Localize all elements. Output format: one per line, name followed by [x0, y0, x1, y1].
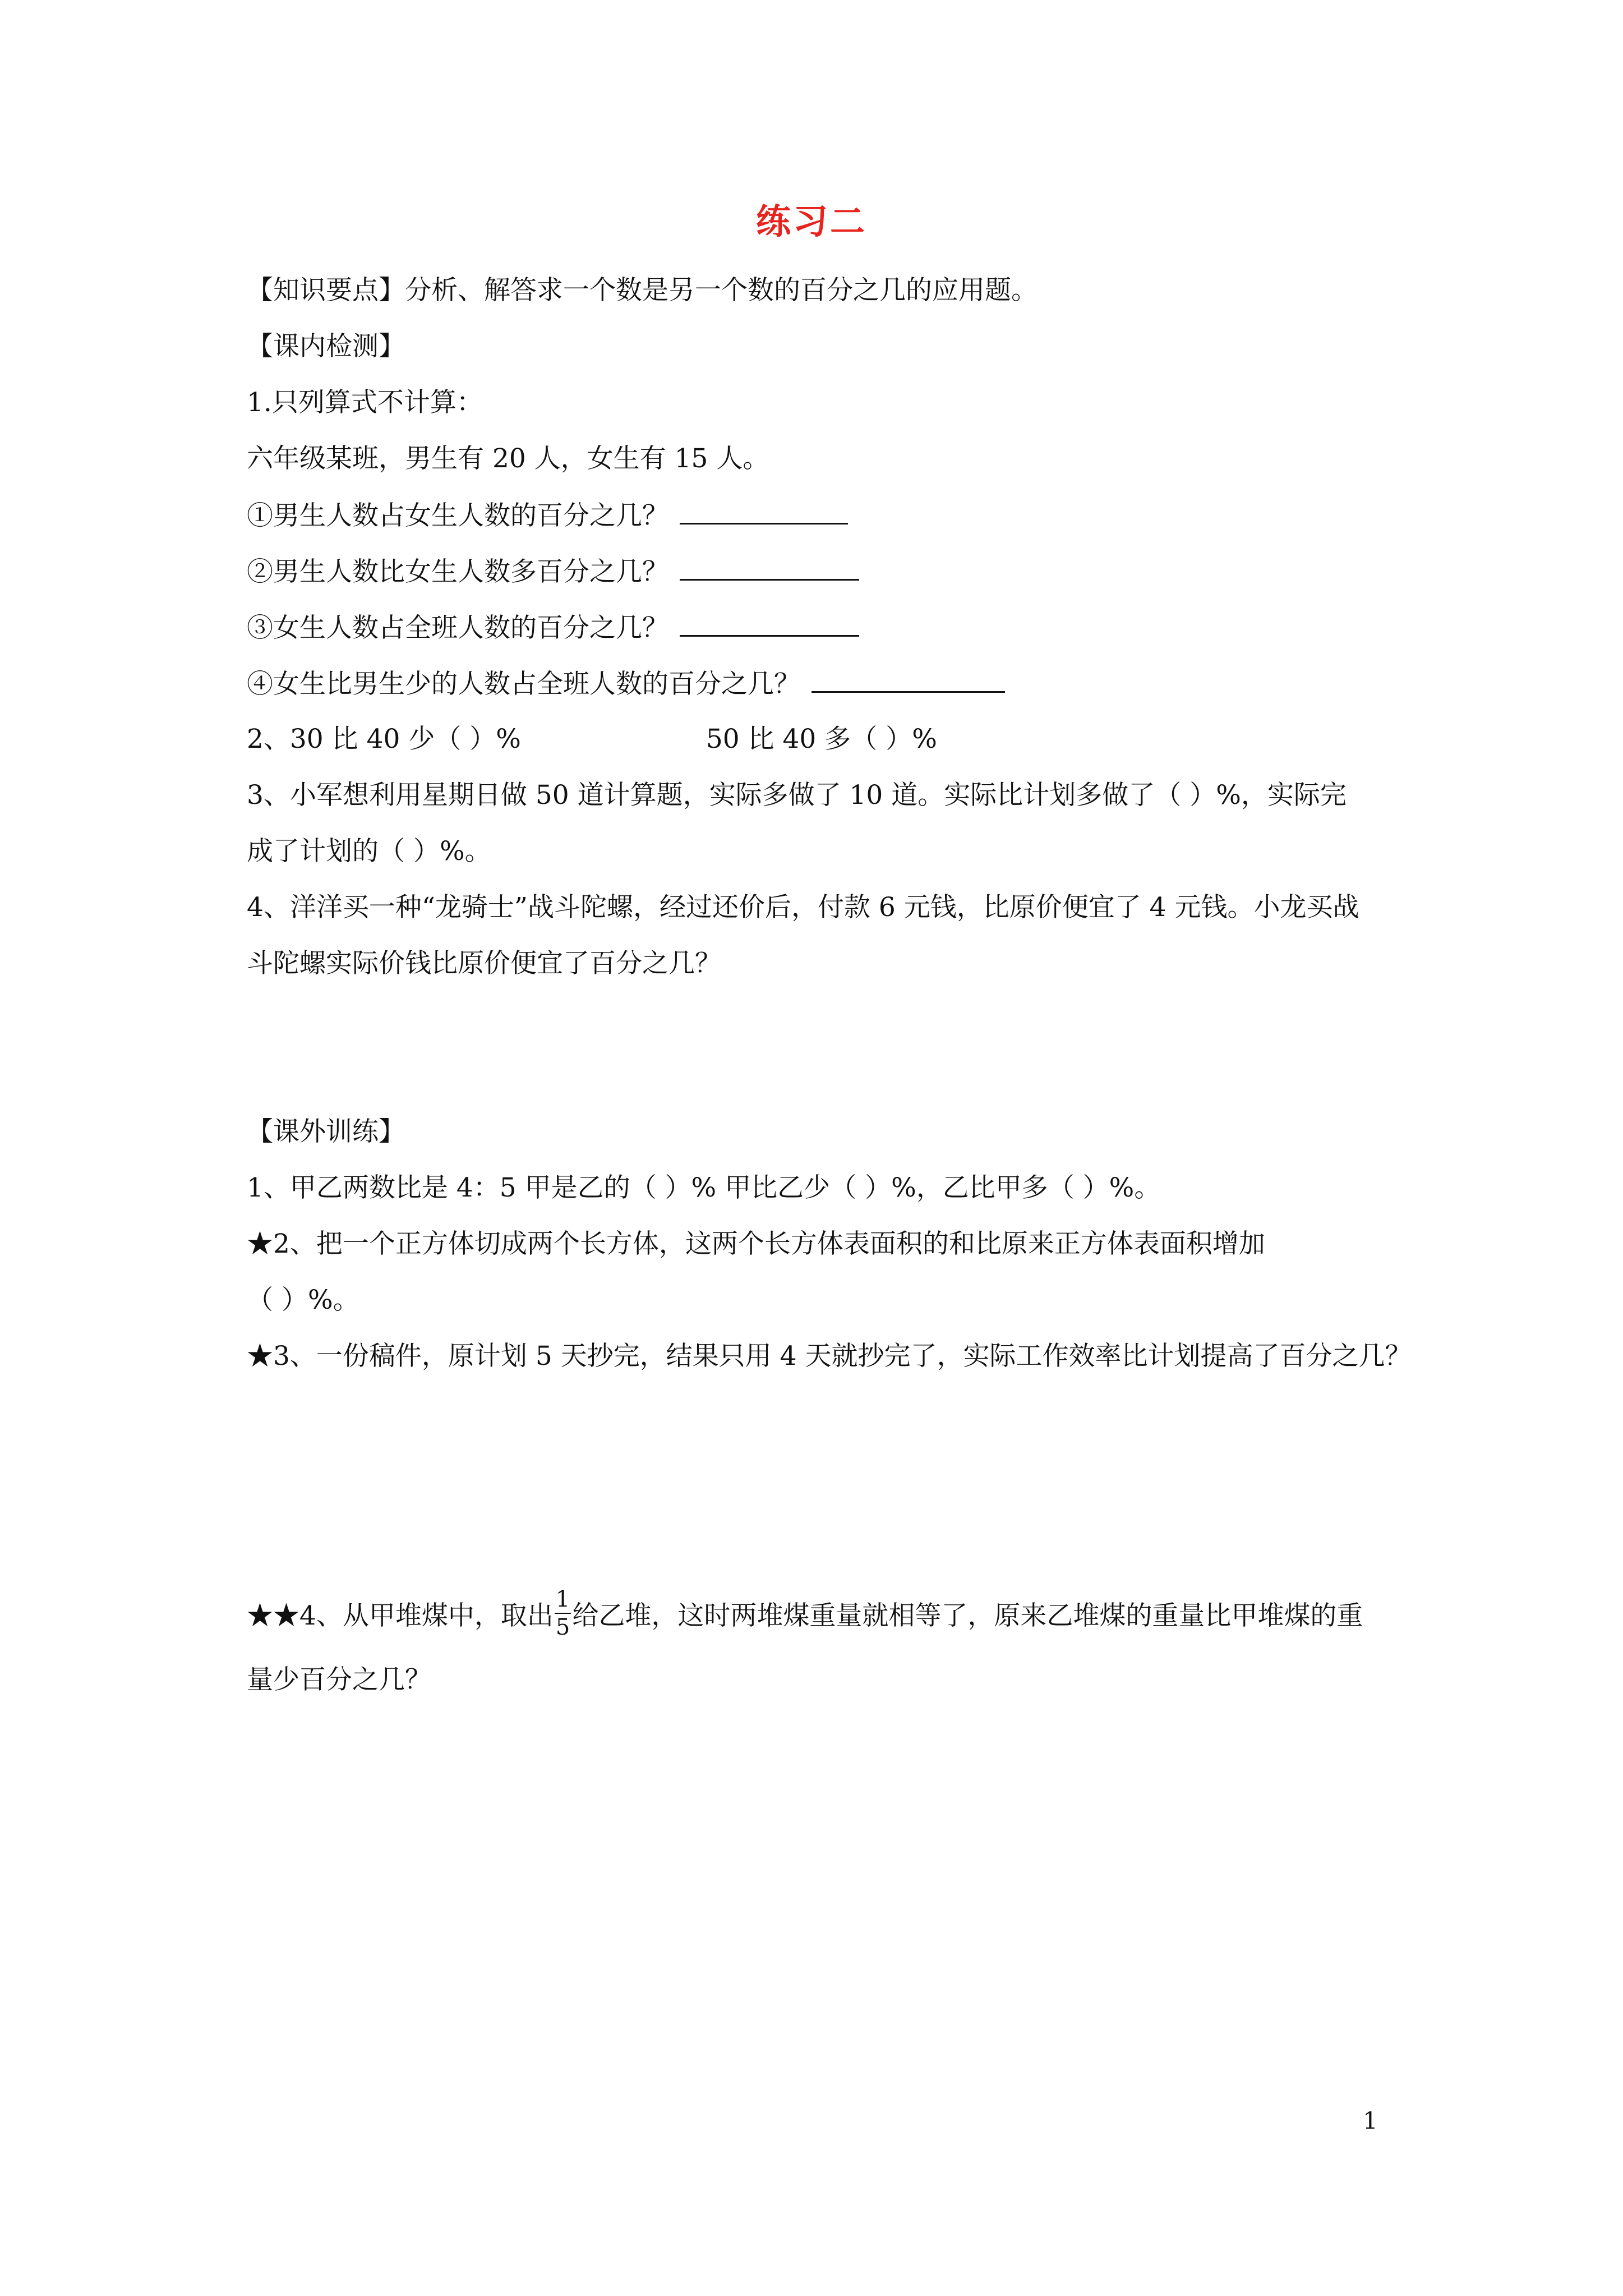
answer-blank[interactable]: [680, 554, 859, 581]
extra-question-4-line-1: [247, 1586, 1363, 1645]
question-1-item-3: [247, 610, 859, 645]
fraction-numerator: 1: [555, 1586, 571, 1614]
question-3-line-2: 成了计划的（ ）%。: [247, 836, 491, 867]
question-1-intro: 1.只列算式不计算：: [247, 387, 483, 418]
knowledge-points: 【知识要点】分析、解答求一个数是另一个数的百分之几的应用题。: [247, 275, 1038, 306]
question-2: [247, 723, 937, 756]
fraction-denominator: 5: [555, 1614, 570, 1640]
page-number: 1: [1363, 2107, 1378, 2134]
question-2-part-b: 50 比 40 多（ ）%: [706, 724, 937, 754]
extra-question-1: 1、甲乙两数比是 4：5 甲是乙的（ ）% 甲比乙少（ ）%，乙比甲多（ ）%。: [247, 1172, 1161, 1203]
question-1-item-4-text: ④女生比男生少的人数占全班人数的百分之几？: [247, 669, 800, 700]
question-1-item-4: [247, 666, 1005, 701]
question-1-item-2: [247, 554, 859, 589]
in-class-heading: 【课内检测】: [247, 331, 405, 362]
question-4-line-2: 斗陀螺实际价钱比原价便宜了百分之几？: [247, 948, 721, 979]
question-4-line-1: 4、洋洋买一种“龙骑士”战斗陀螺，经过还价后，付款 6 元钱，比原价便宜了 4 元钱。小龙买战: [247, 892, 1359, 923]
extra-question-2-line-1: ★2、把一个正方体切成两个长方体，这两个长方体表面积的和比原来正方体表面积增加: [247, 1228, 1265, 1259]
question-1-item-3-text: ③女生人数占全班人数的百分之几？: [247, 613, 668, 643]
after-class-heading: 【课外训练】: [247, 1116, 405, 1147]
extra-question-2-line-2: （ ）%。: [247, 1285, 359, 1315]
question-3-line-1: 3、小军想利用星期日做 50 道计算题，实际多做了 10 道。实际比计划多做了（ ）%，实际完: [247, 780, 1347, 811]
extra-question-4-line-2: 量少百分之几？: [247, 1664, 431, 1695]
answer-blank[interactable]: [811, 666, 1005, 693]
extra-question-3: ★3、一份稿件，原计划 5 天抄完，结果只用 4 天就抄完了，实际工作效率比计划提高了百分之几？: [247, 1341, 1412, 1372]
question-2-part-a: 2、30 比 40 少（ ）%: [247, 724, 521, 754]
page-title: 练习二: [755, 201, 867, 242]
answer-blank[interactable]: [680, 498, 848, 524]
question-1-context: 六年级某班，男生有 20 人，女生有 15 人。: [247, 443, 769, 474]
question-1-item-2-text: ②男生人数比女生人数多百分之几？: [247, 556, 668, 587]
question-1-item-1-text: ①男生人数占女生人数的百分之几？: [247, 500, 668, 531]
extra-question-4-before: ★★4、从甲堆煤中，取出: [247, 1600, 554, 1631]
fraction-one-fifth: [555, 1586, 571, 1641]
extra-question-4-after: 给乙堆，这时两堆煤重量就相等了，原来乙堆煤的重量比甲堆煤的重: [572, 1600, 1363, 1631]
question-1-item-1: [247, 498, 848, 533]
answer-blank[interactable]: [680, 610, 859, 637]
